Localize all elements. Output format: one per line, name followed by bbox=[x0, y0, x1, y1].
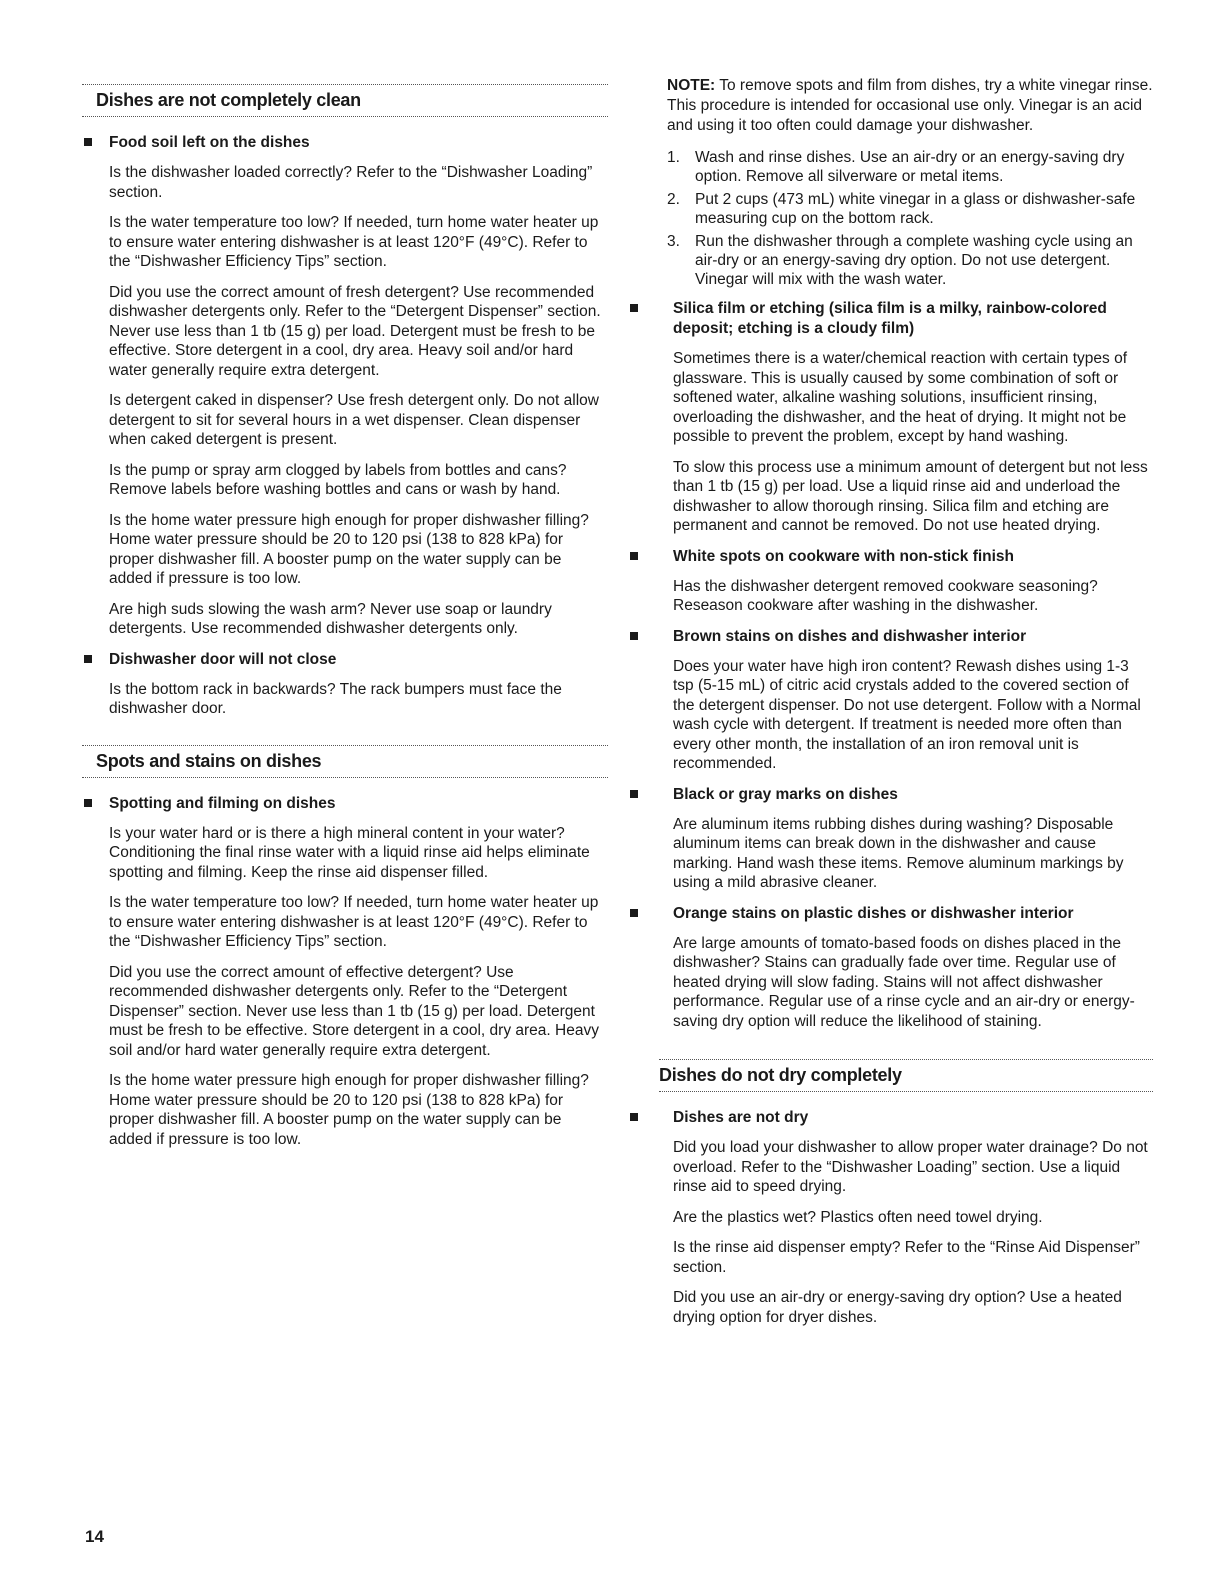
answer-paragraph: Did you load your dishwasher to allow proper water drainage? Do not overload. Refer to the “Dishwasher Loading” section. Use a liquid rinse aid to speed drying. bbox=[673, 1139, 1148, 1195]
problem-heading: Silica film or etching (silica film is a milky, rainbow-colored deposit; etching is a cloudy film) bbox=[673, 300, 1107, 337]
note bbox=[667, 76, 1153, 136]
answer-paragraph: Did you use the correct amount of fresh detergent? Use recommended dishwasher detergents only. Refer to the “Detergent Dispenser” section. Never use less than 1 tb (15 g) per load. Detergent must be fresh to be effective. Store detergent in a cool, dry area. Heavy soil and/or hard water generally require extra detergent. bbox=[109, 283, 601, 379]
answer-paragraph: Is the dishwasher loaded correctly? Refer to the “Dishwasher Loading” section. bbox=[109, 164, 593, 201]
problem-item bbox=[78, 650, 608, 670]
step-text: Run the dishwasher through a complete washing cycle using an air-dry or an energy-saving dry option. Do not use detergent. Vinegar will mix with the wash water. bbox=[695, 233, 1133, 288]
problem-item bbox=[78, 794, 608, 814]
problem-item bbox=[655, 785, 1153, 805]
bullet-icon bbox=[630, 552, 638, 560]
note-label: NOTE: bbox=[667, 77, 716, 94]
section-rule bbox=[659, 1091, 1153, 1092]
problem-heading: Spotting and filming on dishes bbox=[109, 794, 336, 812]
answer-paragraph: Is the bottom rack in backwards? The rack bumpers must face the dishwasher door. bbox=[109, 680, 562, 717]
bullet-icon bbox=[630, 790, 638, 798]
section-rule bbox=[82, 84, 608, 85]
problem-item bbox=[78, 133, 608, 153]
vinegar-steps bbox=[667, 148, 1153, 289]
page-number: 14 bbox=[85, 1527, 104, 1546]
problem-heading: Dishwasher door will not close bbox=[109, 650, 337, 668]
bullet-icon bbox=[84, 655, 92, 663]
answer-paragraph: Is the home water pressure high enough for proper dishwasher filling? Home water pressure should be 20 to 120 psi (138 to 828 kPa) for proper dishwasher fill. A booster pump on the water supply can be added if pressure is too low. bbox=[109, 511, 589, 587]
bullet-icon bbox=[630, 909, 638, 917]
problem-item bbox=[655, 627, 1153, 647]
step-item bbox=[667, 148, 1153, 186]
section-title-not-dry bbox=[655, 1051, 1153, 1096]
left-column bbox=[78, 76, 608, 1160]
answer-paragraph: To slow this process use a minimum amount of detergent but not less than 1 tb (15 g) per load. Use a liquid rinse aid and underload the dishwasher to allow thorough rinsing. Silica film and etching are permanent and cannot be removed. Do not use heated drying. bbox=[673, 458, 1148, 534]
answer-paragraph: Is the home water pressure high enough for proper dishwasher filling? Home water pressure should be 20 to 120 psi (138 to 828 kPa) for proper dishwasher fill. A booster pump on the water supply can be added if pressure is too low. bbox=[109, 1072, 589, 1148]
step-text: Put 2 cups (473 mL) white vinegar in a glass or dishwasher-safe measuring cup on the bottom rack. bbox=[695, 191, 1136, 227]
answer-paragraph: Is your water hard or is there a high mineral content in your water? Conditioning the final rinse water with a liquid rinse aid helps eliminate spotting and filming. Keep the rinse aid dispenser filled. bbox=[109, 824, 590, 881]
answer-paragraph: Is the water temperature too low? If needed, turn home water heater up to ensure water entering dishwasher is at least 120°F (49°C). Refer to the “Dishwasher Efficiency Tips” section. bbox=[109, 894, 599, 950]
section-body-not-clean bbox=[78, 133, 608, 719]
answer-paragraph: Are large amounts of tomato-based foods on dishes placed in the dishwasher? Stains can gradually fade over time. Regular use of heated drying will slow fading. Stains will not affect dishwasher performance. Regular use of a rinse cycle and an air-dry or energy-saving dry option will reduce the likelihood of staining. bbox=[673, 934, 1135, 1030]
step-number: 1. bbox=[667, 149, 680, 166]
right-problems bbox=[655, 299, 1153, 1031]
answer-paragraph: Is the pump or spray arm clogged by labels from bottles and cans? Remove labels before washing bottles and cans or wash by hand. bbox=[109, 461, 567, 498]
problem-item bbox=[655, 904, 1153, 924]
answer-paragraph: Is the water temperature too low? If needed, turn home water heater up to ensure water entering dishwasher is at least 120°F (49°C). Refer to the “Dishwasher Efficiency Tips” section. bbox=[109, 214, 599, 270]
section-rule bbox=[82, 116, 608, 117]
bullet-icon bbox=[630, 1113, 638, 1121]
step-text: Wash and rinse dishes. Use an air-dry or an energy-saving dry option. Remove all silverware or metal items. bbox=[695, 149, 1125, 185]
bullet-icon bbox=[84, 138, 92, 146]
right-column bbox=[655, 76, 1153, 1338]
step-item bbox=[667, 232, 1153, 289]
problem-item bbox=[655, 1108, 1153, 1128]
section-rule bbox=[659, 1059, 1153, 1060]
section-title-not-clean bbox=[78, 76, 608, 121]
answer-paragraph: Is detergent caked in dispenser? Use fresh detergent only. Do not allow detergent to sit for several hours in a wet dispenser. Clean dispenser when caked detergent is present. bbox=[109, 392, 599, 448]
problem-heading: White spots on cookware with non-stick finish bbox=[673, 547, 1015, 565]
answer-paragraph: Has the dishwasher detergent removed cookware seasoning? Reseason cookware after washing in the dishwasher. bbox=[673, 577, 1098, 614]
problem-heading: Orange stains on plastic dishes or dishwasher interior bbox=[673, 904, 1074, 922]
section-rule bbox=[82, 777, 608, 778]
answer-paragraph: Are aluminum items rubbing dishes during washing? Disposable aluminum items can break down in the dishwasher and cause marking. Hand wash these items. Remove aluminum markings by using a mild abrasive cleaner. bbox=[673, 815, 1124, 891]
answer-paragraph: Did you use the correct amount of effective detergent? Use recommended dishwasher detergents only. Refer to the “Detergent Dispenser” section. Never use less than 1 tb (15 g) per load. Detergent must be fresh to be effective. Store detergent in a cool, dry area. Heavy soil and/or hard water generally require extra detergent. bbox=[109, 963, 599, 1059]
answer-paragraph: Does your water have high iron content? Rewash dishes using 1-3 tsp (5-15 mL) of citric acid crystals added to the covered section of the detergent dispenser. Do not use detergent. Follow with a Normal wash cycle with detergent. If treatment is needed more often than every other month, the installation of an iron removal unit is recommended. bbox=[673, 657, 1141, 772]
bullet-icon bbox=[630, 632, 638, 640]
section-body-spots bbox=[78, 794, 608, 1150]
section-rule bbox=[82, 745, 608, 746]
bullet-icon bbox=[84, 799, 92, 807]
step-number: 3. bbox=[667, 233, 680, 250]
section-heading: Dishes do not dry completely bbox=[659, 1065, 902, 1085]
section-title-spots bbox=[78, 737, 608, 782]
answer-paragraph: Are the plastics wet? Plastics often need towel drying. bbox=[673, 1208, 1043, 1226]
section-heading: Dishes are not completely clean bbox=[96, 90, 361, 110]
problem-heading: Food soil left on the dishes bbox=[109, 134, 310, 151]
problem-item bbox=[655, 299, 1153, 339]
answer-paragraph: Sometimes there is a water/chemical reaction with certain types of glassware. This is usually caused by some combination of soft or softened water, alkaline washing solutions, insufficient rinsing, overloading the dishwasher, and the heat of drying. It might not be possible to prevent the problem, except by hand washing. bbox=[673, 350, 1127, 445]
note-text: To remove spots and film from dishes, try a white vinegar rinse. This procedure is intended for occasional use only. Vinegar is an acid and using it too often could damage your dishwasher. bbox=[667, 77, 1153, 134]
problem-item bbox=[655, 547, 1153, 567]
step-number: 2. bbox=[667, 191, 680, 208]
step-item bbox=[667, 190, 1153, 228]
problem-heading: Dishes are not dry bbox=[673, 1109, 809, 1126]
answer-paragraph: Did you use an air-dry or energy-saving dry option? Use a heated drying option for dryer dishes. bbox=[673, 1289, 1122, 1326]
answer-paragraph: Is the rinse aid dispenser empty? Refer to the “Rinse Aid Dispenser” section. bbox=[673, 1239, 1140, 1276]
section-body-not-dry bbox=[655, 1108, 1153, 1327]
answer-paragraph: Are high suds slowing the wash arm? Never use soap or laundry detergents. Use recommended dishwasher detergents only. bbox=[109, 600, 552, 637]
problem-heading: Black or gray marks on dishes bbox=[673, 785, 898, 803]
bullet-icon bbox=[630, 304, 638, 312]
problem-heading: Brown stains on dishes and dishwasher interior bbox=[673, 627, 1027, 645]
section-heading: Spots and stains on dishes bbox=[96, 750, 322, 771]
